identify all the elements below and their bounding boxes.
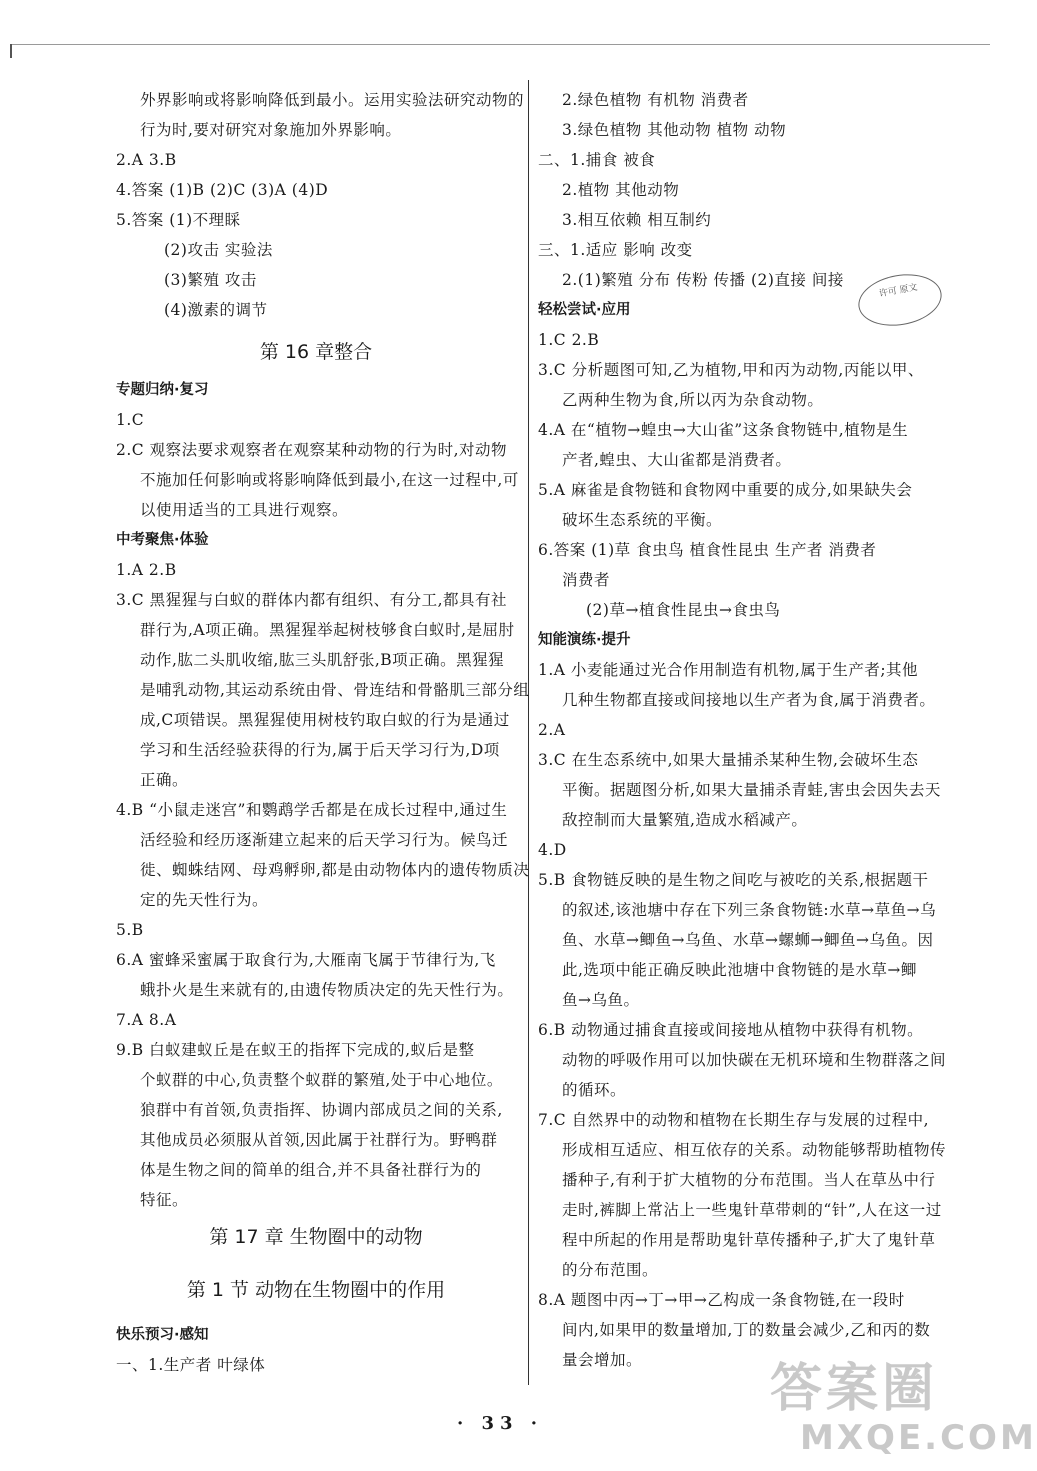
answer-line: 1.A 2.B [116, 561, 177, 579]
answer-line: 产者,蝗虫、大山雀都是消费者。 [562, 451, 792, 469]
answer-line: 的叙述,该池塘中存在下列三条食物链:水草→草鱼→乌 [562, 901, 937, 919]
answer-line: 3.C 分析题图可知,乙为植物,甲和丙为动物,丙能以甲、 [538, 361, 924, 379]
answer-line: 程中所起的作用是帮助鬼针草传播种子,扩大了鬼针草 [562, 1231, 936, 1249]
answer-line: 是哺乳动物,其运动系统由骨、骨连结和骨骼肌三部分组 [140, 681, 530, 699]
answer-line: 的循环。 [562, 1081, 627, 1099]
answer-line: 6.B 动物通过捕食直接或间接地从植物中获得有机物。 [538, 1021, 924, 1039]
answer-line: 此,选项中能正确反映此池塘中食物链的是水草→鲫 [562, 961, 917, 979]
answer-line: 1.C 2.B [538, 331, 600, 349]
answer-line: 一、1.生产者 叶绿体 [116, 1356, 266, 1374]
answer-line: 形成相互适应、相互依存的关系。动物能够帮助植物传 [562, 1141, 947, 1159]
answer-line: 2.植物 其他动物 [562, 181, 680, 199]
answer-line: 7.A 8.A [116, 1011, 177, 1029]
corner-mark [10, 44, 12, 58]
answer-line: 2.C 观察法要求观察者在观察某种动物的行为时,对动物 [116, 441, 508, 459]
answer-line: (2)攻击 实验法 [164, 241, 273, 259]
answer-line: 鱼→乌鱼。 [562, 991, 640, 1009]
answer-line: 蛾扑火是生来就有的,由遗传物质决定的先天性行为。 [140, 981, 514, 999]
answer-line: 2.(1)繁殖 分布 传粉 传播 (2)直接 间接 [562, 271, 844, 289]
answer-line: 1.C [116, 411, 145, 429]
answer-line: 2.A 3.B [116, 151, 177, 169]
answer-line: 平衡。据题图分析,如果大量捕杀青蛙,害虫会因失去天 [562, 781, 941, 799]
answer-line: 2.绿色植物 有机物 消费者 [562, 91, 749, 109]
answer-line: 3.C 在生态系统中,如果大量捕杀某种生物,会破坏生态 [538, 751, 919, 769]
answer-line: 4.D [538, 841, 567, 859]
answer-line: 4.B “小鼠走迷宫”和鹦鹉学舌都是在成长过程中,通过生 [116, 801, 508, 819]
answer-line: 不施加任何影响或将影响降低到最小,在这一过程中,可 [140, 471, 519, 489]
section-label: 知能演练·提升 [538, 632, 631, 648]
answer-line: 播种子,有利于扩大植物的分布范围。当人在草丛中行 [562, 1171, 936, 1189]
answer-line: 2.A [538, 721, 566, 739]
answer-line: 3.绿色植物 其他动物 植物 动物 [562, 121, 787, 139]
text-line: 外界影响或将影响降低到最小。运用实验法研究动物的 [140, 91, 525, 109]
answer-line: 特征。 [140, 1191, 189, 1209]
answer-line: 敌控制而大量繁殖,造成水稻减产。 [562, 811, 808, 829]
section-label: 快乐预习·感知 [116, 1327, 209, 1343]
answer-line: 量会增加。 [562, 1351, 643, 1369]
answer-line: 3.C 黑猩猩与白蚁的群体内都有组织、有分工,都具有社 [116, 591, 508, 609]
answer-line: 个蚁群的中心,负责整个蚁群的繁殖,处于中心地位。 [140, 1071, 503, 1089]
answer-line: 学习和生活经验获得的行为,属于后天学习行为,D项 [140, 741, 500, 759]
answer-line: 动作,肱二头肌收缩,肱三头肌舒张,B项正确。黑猩猩 [140, 651, 505, 669]
watermark-text: 答案圈 [770, 1359, 939, 1419]
answer-line: 其他成员必须服从首领,因此属于社群行为。野鸭群 [140, 1131, 498, 1149]
answer-line: 活经验和经历逐渐建立起来的后天学习行为。候鸟迁 [140, 831, 509, 849]
watermark-url: MXQE.COM [800, 1418, 1037, 1458]
answer-line: 8.A 题图中丙→丁→甲→乙构成一条食物链,在一段时 [538, 1291, 905, 1309]
answer-line: 消费者 [562, 571, 611, 589]
answer-line: 群行为,A项正确。黑猩猩举起树枝够食白蚁时,是屈肘 [140, 621, 515, 639]
answer-line: (3)繁殖 攻击 [164, 271, 257, 289]
answer-line: 走时,裤脚上常沾上一些鬼针草带刺的“针”,人在这一过 [562, 1201, 942, 1219]
top-rule [10, 44, 990, 45]
answer-line: 定的先天性行为。 [140, 891, 269, 909]
section-label: 轻松尝试·应用 [538, 302, 631, 318]
chapter-heading: 第 17 章 生物圈中的动物 [209, 1226, 423, 1248]
answer-line: 乙两种生物为食,所以丙为杂食动物。 [562, 391, 824, 409]
section-label: 中考聚焦·体验 [116, 532, 209, 548]
answer-line: 成,C项错误。黑猩猩使用树枝钓取白蚁的行为是通过 [140, 711, 510, 729]
chapter-heading: 第 16 章整合 [259, 341, 373, 363]
answer-line: 4.A 在“植物→蝗虫→大山雀”这条食物链中,植物是生 [538, 421, 909, 439]
answer-line: 的分布范围。 [562, 1261, 659, 1279]
answer-line: 5.B [116, 921, 144, 939]
answer-line: 间内,如果甲的数量增加,丁的数量会减少,乙和丙的数 [562, 1321, 931, 1339]
answer-line: (2)草→植食性昆虫→食虫鸟 [586, 601, 781, 619]
answer-line: 6.A 蜜蜂采蜜属于取食行为,大雁南飞属于节律行为,飞 [116, 951, 496, 969]
answer-line: 鱼、水草→鲫鱼→乌鱼、水草→螺蛳→鲫鱼→乌鱼。因 [562, 931, 934, 949]
answer-line: 正确。 [140, 771, 189, 789]
answer-line: 几种生物都直接或间接地以生产者为食,属于消费者。 [562, 691, 936, 709]
answer-line: 三、1.适应 影响 改变 [538, 241, 693, 259]
text-line: 行为时,要对研究对象施加外界影响。 [140, 121, 402, 139]
answer-line: 5.B 食物链反映的是生物之间吃与被吃的关系,根据题干 [538, 871, 929, 889]
answer-line: 9.B 白蚁建蚁丘是在蚁王的指挥下完成的,蚁后是整 [116, 1041, 475, 1059]
answer-line: 以使用适当的工具进行观察。 [140, 501, 349, 519]
answer-line: 徙、蜘蛛结网、母鸡孵卵,都是由动物体内的遗传物质决 [140, 861, 530, 879]
answer-line: (4)激素的调节 [164, 301, 268, 319]
answer-line: 3.相互依赖 相互制约 [562, 211, 712, 229]
answer-line: 4.答案 (1)B (2)C (3)A (4)D [116, 181, 329, 199]
section-label: 专题归纳·复习 [116, 382, 209, 398]
answer-line: 5.答案 (1)不理睬 [116, 211, 241, 229]
answer-line: 体是生物之间的简单的组合,并不具备社群行为的 [140, 1161, 482, 1179]
approval-stamp [854, 268, 945, 332]
answer-line: 破坏生态系统的平衡。 [562, 511, 723, 529]
watermark-logo [770, 1359, 1037, 1465]
answer-line: 狼群中有首领,负责指挥、协调内部成员之间的关系, [140, 1101, 503, 1119]
answer-line: 二、1.捕食 被食 [538, 151, 656, 169]
answer-line: 5.A 麻雀是食物链和食物网中重要的成分,如果缺失会 [538, 481, 913, 499]
answer-line: 1.A 小麦能通过光合作用制造有机物,属于生产者;其他 [538, 661, 919, 679]
answer-line: 动物的呼吸作用可以加快碳在无机环境和生物群落之间 [562, 1051, 947, 1069]
column-divider [528, 80, 529, 1385]
answer-line: 7.C 自然界中的动物和植物在长期生存与发展的过程中, [538, 1111, 930, 1129]
page-number: · 33 · [456, 1413, 544, 1434]
section-heading: 第 1 节 动物在生物圈中的作用 [186, 1279, 446, 1301]
answer-line: 6.答案 (1)草 食虫鸟 植食性昆虫 生产者 消费者 [538, 541, 877, 559]
stamp-text: 许可 原文 [878, 282, 919, 300]
